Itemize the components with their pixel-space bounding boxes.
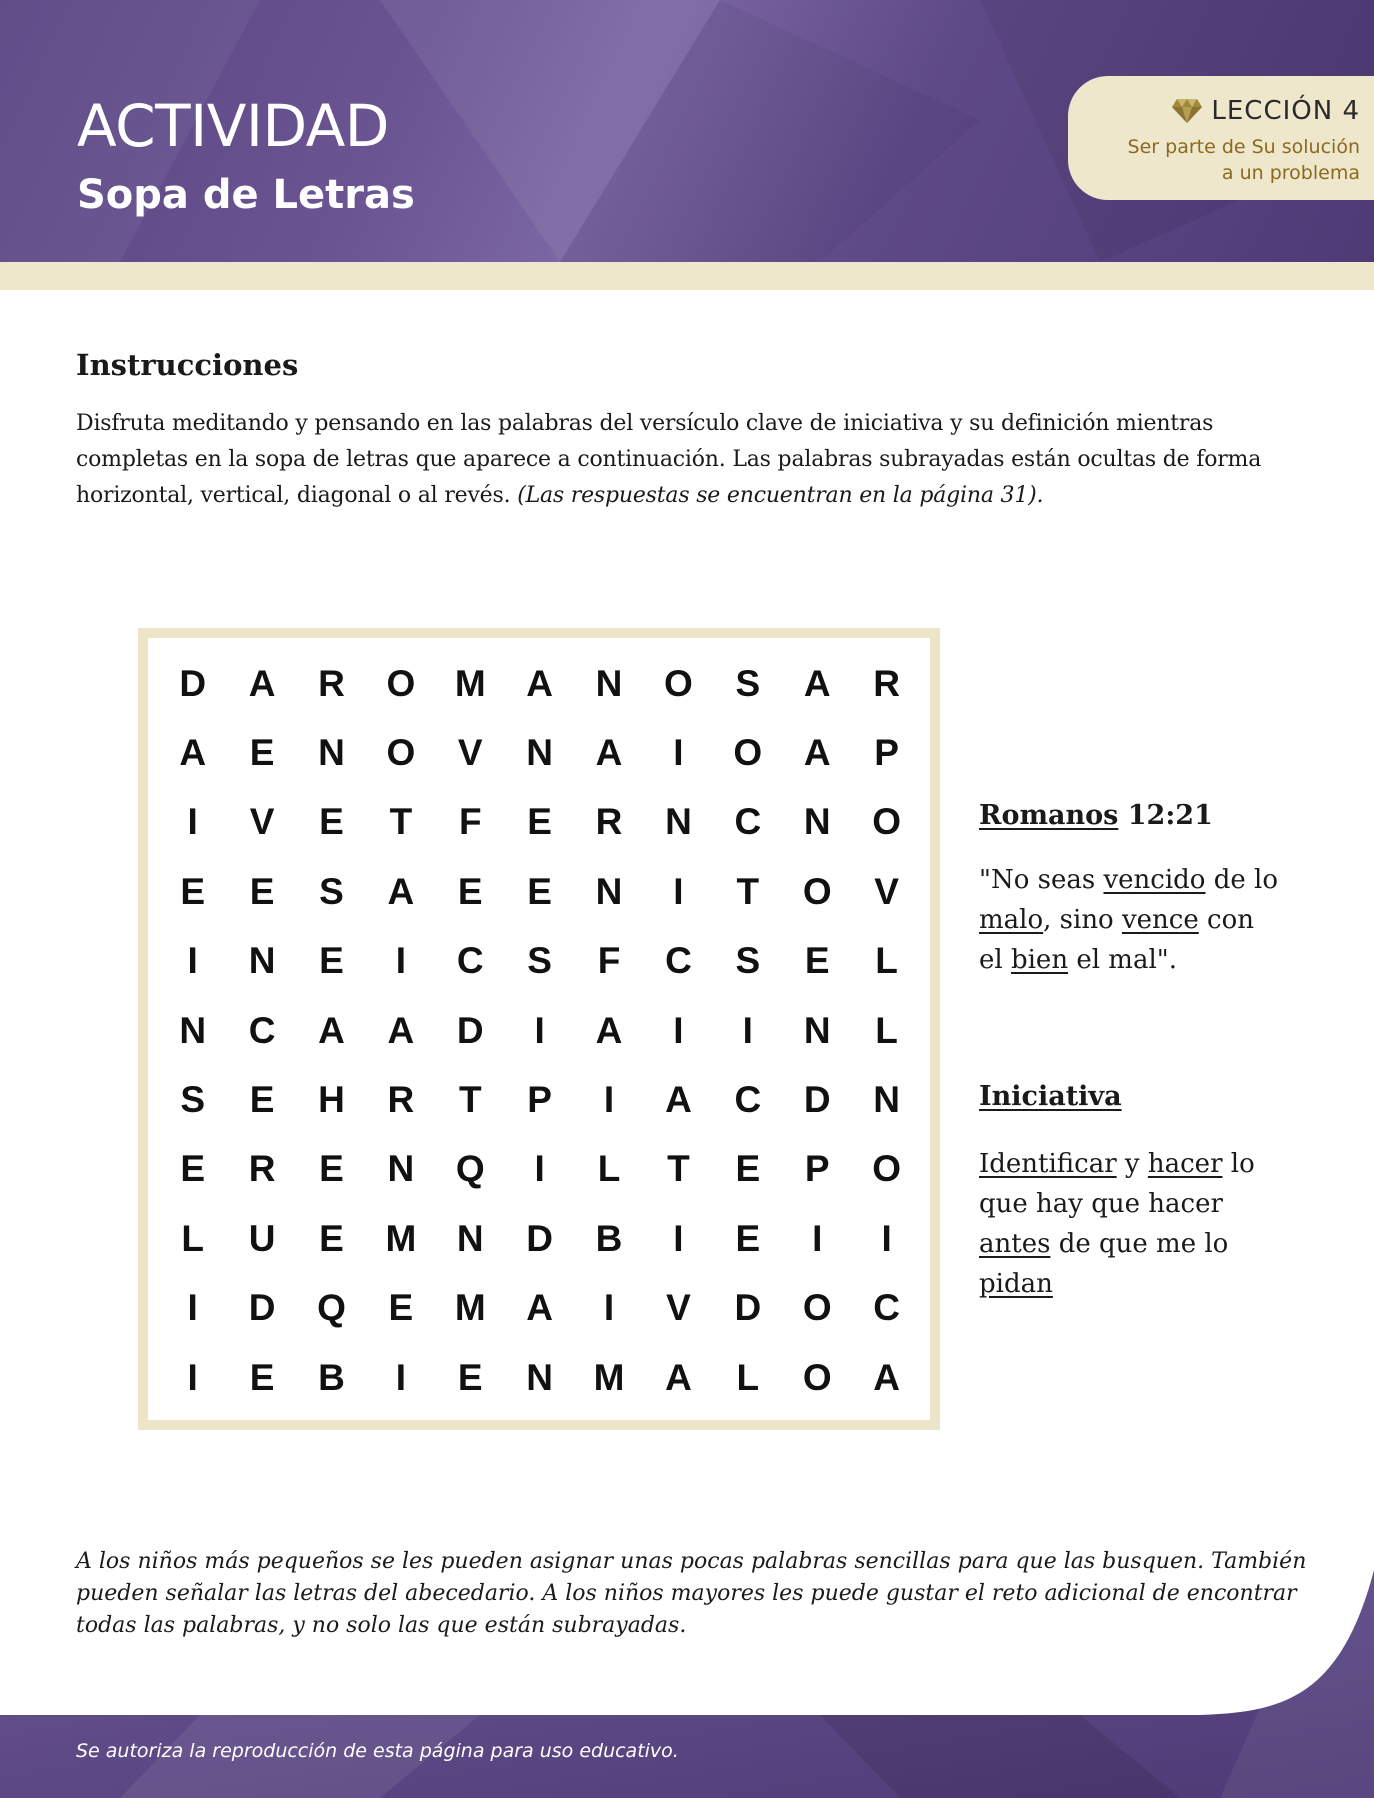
verse-reference [979,800,1213,831]
grid-letter: D [734,1287,762,1329]
grid-letter: S [735,940,761,982]
grid-letter: E [735,1217,761,1259]
grid-letter: A [248,662,276,704]
grid-letter: V [249,801,275,843]
verse-part: con el [979,905,1254,975]
definition-title: Iniciativa [979,1081,1122,1112]
grid-letter: O [802,1287,832,1329]
grid-letter: I [603,1287,615,1329]
verse-part: el mal". [1068,945,1177,975]
verse-part: "No seas [979,865,1104,895]
grid-letter: N [318,732,345,774]
definition-keyword: pidan [979,1269,1053,1299]
grid-letter: E [319,1148,344,1190]
grid-letter: I [395,940,406,982]
grid-letter: C [873,1287,900,1329]
grid-letter: E [249,1079,275,1121]
verse-keyword: vence [1121,905,1199,935]
grid-letter: R [873,662,900,704]
grid-letter: S [527,940,552,982]
grid-letter: U [248,1217,276,1259]
grid-letter: I [673,1217,684,1259]
grid-letter: I [673,732,684,774]
grid-letter: C [248,1009,276,1051]
grid-letter: E [249,732,275,774]
grid-letter: O [872,1148,901,1190]
grid-letter: A [526,1287,554,1329]
instructions-answer-note: (Las respuestas se encuentran en la página 31). [517,483,1044,508]
grid-letter: E [249,870,275,912]
grid-letter: C [665,940,692,982]
definition-keyword: antes [979,1229,1051,1259]
grid-letter: A [595,732,623,774]
grid-letter: A [873,1356,900,1398]
grid-letter: M [454,1287,486,1329]
grid-letter: E [735,1148,761,1190]
definition-part: y [1116,1149,1148,1179]
grid-letter: R [595,801,623,843]
grid-letter: S [735,662,761,704]
header-divider-band [0,262,1374,290]
grid-letter: D [179,662,207,704]
verse-part: , sino [1043,905,1122,935]
grid-letter: N [387,1148,415,1190]
grid-letter: A [803,662,831,704]
grid-letter: I [673,1009,684,1051]
grid-letter: M [593,1356,625,1398]
grid-letter: A [387,1009,415,1051]
page-title: ACTIVIDAD [77,92,389,160]
grid-letter: N [526,1356,554,1398]
verse-chapter: 12:21 [1118,800,1213,831]
grid-letter: N [456,1217,484,1259]
grid-letter: B [595,1217,623,1259]
grid-letter: I [187,940,198,982]
grid-letter: A [526,662,554,704]
instructions-body: Disfruta meditando y pensando en las palabras del versículo clave de iniciativa y su definición mientras completas en la sopa de letras que aparece a continuación. Las palabras subrayadas están ocultas de forma horizontal, vertical, diagonal o al revés. [76,411,1262,508]
lesson-subtitle-line2: a un problema [1221,162,1360,184]
page-subtitle: Sopa de Letras [77,172,415,218]
definition-keyword: Identificar [979,1149,1117,1179]
grid-letter: I [881,1217,892,1259]
verse-book: Romanos [979,800,1119,831]
grid-letter: R [248,1148,276,1190]
grid-letter: A [665,1079,692,1121]
grid-letter: N [248,940,276,982]
grid-letter: A [803,732,831,774]
grid-letter: N [803,801,831,843]
grid-letter: I [187,1356,198,1398]
grid-letter: E [388,1287,414,1329]
verse-keyword: bien [1010,945,1069,975]
grid-letter: L [875,1009,898,1051]
grid-letter: V [666,1287,691,1329]
grid-letter: N [873,1079,900,1121]
grid-letter: R [318,662,345,704]
grid-letter: L [597,1148,621,1190]
grid-letter: N [595,662,623,704]
grid-letter: E [180,870,206,912]
grid-letter: T [736,870,760,912]
grid-letter: O [802,1356,832,1398]
verse-keyword: malo [979,905,1044,935]
grid-letter: O [733,732,763,774]
grid-letter: E [804,940,830,982]
grid-letter: N [526,732,554,774]
grid-letter: E [319,801,344,843]
grid-letter: A [387,870,415,912]
grid-letter: R [387,1079,415,1121]
grid-letter: T [458,1079,482,1121]
lesson-label: LECCIÓN 4 [1211,96,1360,126]
definition-text [979,1144,1279,1304]
grid-letter: A [318,1009,345,1051]
footer-text: Se autoriza la reproducción de esta página para uso educativo. [76,1740,679,1762]
grid-letter: O [802,870,832,912]
lesson-badge [1068,76,1374,200]
grid-letter: P [527,1079,552,1121]
verse-text [979,860,1279,980]
grid-letter: Q [455,1148,485,1190]
teacher-note: A los niños más pequeños se les pueden asignar unas pocas palabras sencillas para que las busquen. También pueden señalar las letras del abecedario. A los niños mayores les puede gustar el reto adicional de encontrar todas las palabras, y no solo las que están subrayadas. [76,1549,1307,1638]
definition-keyword: hacer [1147,1149,1223,1179]
grid-letter: P [874,732,899,774]
grid-letter: E [527,801,552,843]
grid-letter: I [187,801,198,843]
grid-letter: T [667,1148,690,1190]
grid-letter: N [803,1009,831,1051]
grid-letter: N [179,1009,207,1051]
grid-letter: L [181,1217,204,1259]
definition-part: de que me lo [1050,1229,1229,1259]
grid-letter: V [457,732,483,774]
grid-letter: I [742,1009,753,1051]
grid-letter: E [457,1356,483,1398]
grid-letter: I [187,1287,198,1329]
grid-letter: L [875,940,898,982]
grid-letter: E [457,870,483,912]
lesson-subtitle [1100,134,1360,186]
grid-letter: N [595,870,623,912]
grid-letter: D [248,1287,276,1329]
lesson-subtitle-line1: Ser parte de Su solución [1127,136,1360,158]
grid-letter: H [318,1079,345,1121]
grid-letter: N [665,801,692,843]
grid-letter: D [456,1009,484,1051]
grid-letter: C [734,1079,762,1121]
grid-letter: E [180,1148,206,1190]
definition-part: lo que hay que hacer [979,1149,1255,1219]
verse-keyword: vencido [1103,865,1206,895]
grid-letter: O [386,732,416,774]
grid-letter: E [249,1356,275,1398]
grid-letter: O [386,662,416,704]
grid-letter: A [595,1009,623,1051]
grid-letter: I [603,1079,615,1121]
grid-letter: C [734,801,762,843]
grid-letter: M [454,662,486,704]
grid-letter: V [874,870,899,912]
diamond-icon [1171,98,1203,124]
grid-letter: I [673,870,684,912]
grid-letter: E [319,940,344,982]
instructions-heading: Instrucciones [76,348,299,382]
verse-part: de lo [1205,865,1278,895]
grid-letter: O [664,662,693,704]
grid-letter: O [872,801,901,843]
grid-letter: P [804,1148,830,1190]
grid-letter: M [385,1217,417,1259]
word-search-frame [138,628,940,1430]
grid-letter: B [318,1356,345,1398]
grid-letter: I [395,1356,406,1398]
grid-letter: D [526,1217,554,1259]
grid-letter: E [527,870,552,912]
grid-letter: C [456,940,484,982]
grid-letter: E [319,1217,344,1259]
grid-letter: I [534,1148,545,1190]
word-search-grid [158,649,921,1412]
grid-letter: I [534,1009,545,1051]
lesson-heading [1171,96,1360,126]
grid-letter: L [736,1356,760,1398]
grid-letter: D [803,1079,831,1121]
grid-letter: F [458,801,482,843]
grid-letter: Q [317,1287,346,1329]
grid-letter: I [812,1217,823,1259]
grid-letter: T [389,801,413,843]
grid-letter: S [180,1079,206,1121]
grid-letter: A [665,1356,692,1398]
grid-letter: F [597,940,621,982]
instructions-text [76,406,1316,514]
grid-letter: S [319,870,344,912]
grid-letter: A [179,732,207,774]
